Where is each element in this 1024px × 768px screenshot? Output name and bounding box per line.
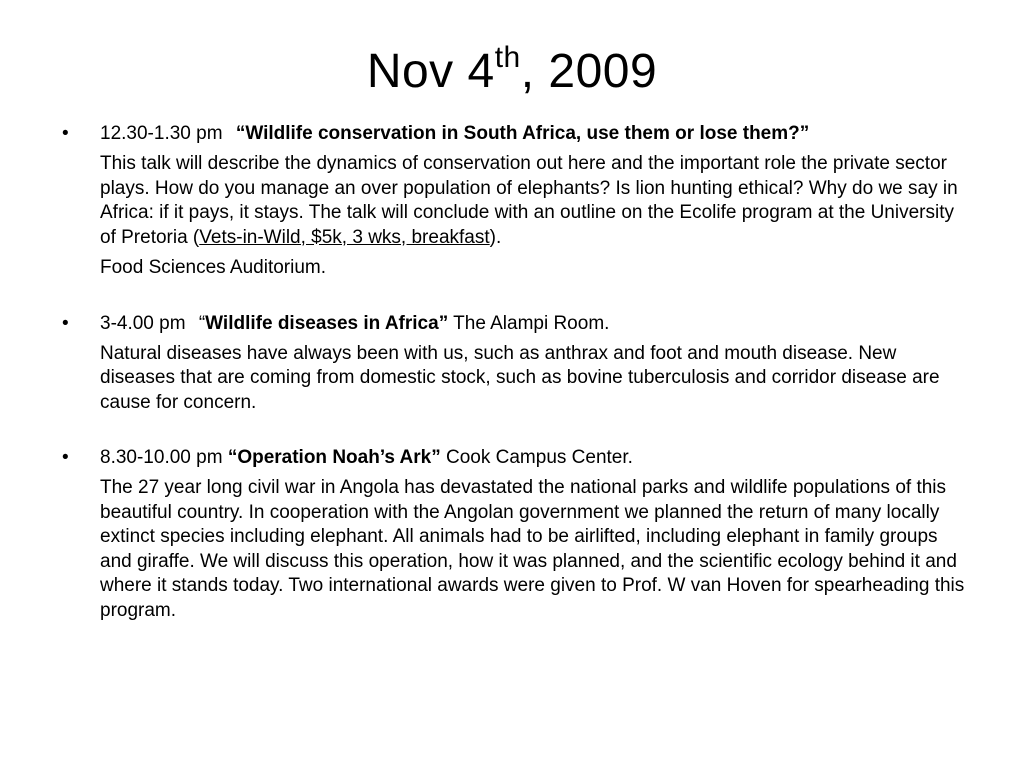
item-venue: Food Sciences Auditorium. [100,257,327,278]
title-superscript: th [494,41,521,74]
item-time: 3-4.00 pm [100,312,186,334]
bullet-icon: • [62,447,69,468]
bullet-icon: • [62,123,69,144]
item-heading [100,445,967,470]
item-title-quote: “ [198,312,206,334]
item-talk-title: “Wildlife conservation in South Africa, use them or lose them?” [235,123,810,144]
item-time: 12.30-1.30 pm [100,123,223,144]
item-time: 8.30-10.00 pm [100,447,223,468]
schedule-item [62,121,967,281]
item-heading [100,311,967,336]
item-description [100,152,967,250]
description-text-end: ). [489,226,502,248]
item-heading [100,121,967,146]
schedule-item [62,311,967,416]
title-tail: , 2009 [520,45,658,98]
item-description: The 27 year long civil war in Angola has devastated the national parks and wildlife populations of this beautiful country. In cooperation with the Angolan government we planned the return of many locally extinct species including elephant. All animals had to be airlifted, including elephant in family groups and giraffe. We will discuss this operation, how it was planned, and the scientific ecology behind it and where it stands today. Two international awards were given to Prof. W van Hoven for spearheading this program. [100,477,965,621]
description-text: This talk will describe the dynamics of conservation out here and the important role the private sector plays. How do you manage an over population of elephants? Is lion hunting ethical? Why do we say in Africa: if it pays, it stays. The talk will conclude with an outline on the Ecolife program at the University of Pretoria ( [100,153,958,248]
slide-title [0,40,1024,104]
title-main: Nov 4 [366,45,495,98]
item-talk-title: “Operation Noah’s Ark” [227,447,441,468]
item-location: Cook Campus Center. [446,447,633,468]
item-location: The Alampi Room. [453,312,610,334]
item-talk-title: Wildlife diseases in Africa” [205,312,449,334]
ecolife-link[interactable]: Vets-in-Wild, $5k, 3 wks, breakfast [199,226,490,248]
schedule-item [62,445,967,623]
bullet-icon: • [62,312,69,334]
schedule-list [62,121,967,653]
item-description: Natural diseases have always been with us, such as anthrax and foot and mouth disease. New diseases that are coming from domestic stock, such as bovine tuberculosis and corridor disease are cause for concern. [100,342,940,413]
